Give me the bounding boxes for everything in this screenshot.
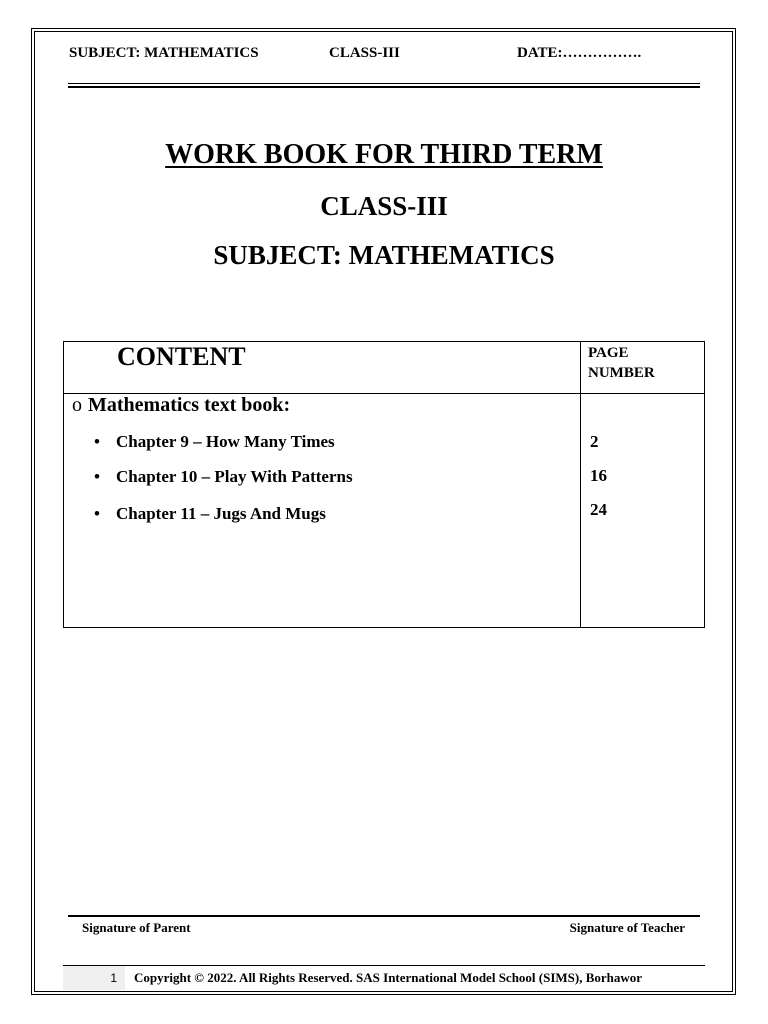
header-divider bbox=[68, 83, 700, 84]
subject-title: SUBJECT: MATHEMATICS bbox=[213, 240, 555, 270]
chapter-page-number: 16 bbox=[590, 466, 607, 485]
circle-bullet-icon: o bbox=[72, 394, 82, 416]
content-header: CONTENT bbox=[117, 342, 246, 371]
page-header-line2: NUMBER bbox=[588, 365, 655, 381]
section-heading bbox=[72, 394, 290, 417]
bullet-icon: • bbox=[94, 504, 100, 523]
contents-table bbox=[63, 341, 705, 628]
footer-divider bbox=[63, 965, 705, 966]
chapter-page-number: 24 bbox=[590, 500, 607, 519]
chapter-page-number: 2 bbox=[590, 432, 599, 451]
page-header-line1: PAGE bbox=[588, 345, 629, 361]
header-divider-thick bbox=[68, 86, 700, 88]
chapter-title: Chapter 10 – Play With Patterns bbox=[116, 467, 353, 486]
bullet-icon: • bbox=[94, 432, 100, 451]
section-title: Mathematics text book: bbox=[88, 394, 291, 416]
teacher-signature-label: Signature of Teacher bbox=[569, 920, 685, 935]
header-subject: SUBJECT: MATHEMATICS bbox=[69, 45, 259, 61]
list-item bbox=[94, 504, 326, 524]
parent-signature-label: Signature of Parent bbox=[82, 920, 191, 935]
chapter-title: Chapter 9 – How Many Times bbox=[116, 432, 335, 451]
signature-divider bbox=[68, 915, 700, 917]
page-number-header bbox=[588, 343, 655, 383]
bullet-icon: • bbox=[94, 467, 100, 486]
class-title: CLASS-III bbox=[320, 191, 448, 221]
page-number: 1 bbox=[63, 966, 125, 990]
copyright-text: Copyright © 2022. All Rights Reserved. SAS International Model School (SIMS), Borhawor bbox=[134, 970, 643, 985]
list-item bbox=[94, 432, 335, 452]
header-class: CLASS-III bbox=[329, 45, 400, 61]
workbook-title: WORK BOOK FOR THIRD TERM bbox=[165, 139, 603, 170]
list-item bbox=[94, 467, 353, 487]
header-date: DATE:……………. bbox=[517, 45, 642, 61]
chapter-title: Chapter 11 – Jugs And Mugs bbox=[116, 504, 326, 523]
table-column-divider bbox=[580, 342, 581, 627]
